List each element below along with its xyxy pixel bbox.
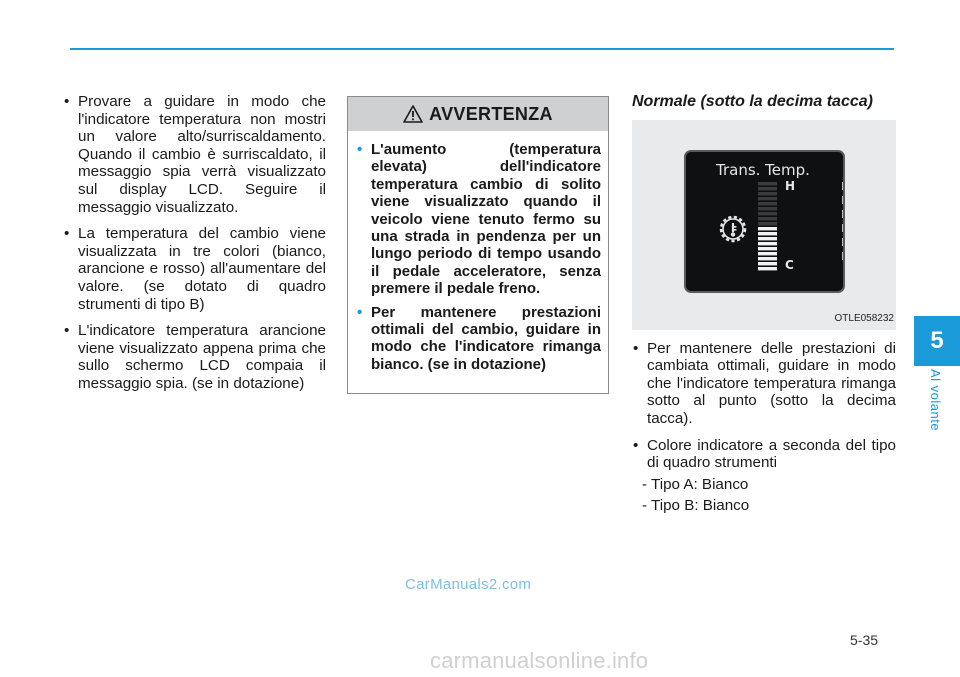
warning-triangle-icon xyxy=(403,105,423,123)
gauge-segment-lit xyxy=(758,237,777,240)
gauge-label-low: C xyxy=(785,257,794,272)
gauge-segment-lit xyxy=(758,232,777,235)
sub-item-type-a: - Tipo A: Bianco xyxy=(642,475,749,493)
lcd-screen xyxy=(684,150,845,293)
gauge-segment-lit xyxy=(758,242,777,245)
page-number: 5-35 xyxy=(850,632,879,648)
gauge-segment-unlit xyxy=(758,212,777,215)
list-item: • La temperatura del cambio viene visualizzata in tre colori (bianco, arancione e rosso) all'aumentare del valore. (se dotato di quadro strumenti di tipo B) xyxy=(63,225,326,313)
warning-header xyxy=(348,97,608,131)
screen-title: Trans. Temp. xyxy=(716,160,810,179)
gauge-segment-lit xyxy=(758,252,777,255)
transmission-temperature-gear-icon xyxy=(721,217,745,241)
gauge-segment-unlit xyxy=(758,202,777,205)
list-item: • Colore indicatore a seconda del tipo di quadro strumenti xyxy=(632,437,896,472)
header-rule xyxy=(70,48,894,50)
chapter-label: Al volante xyxy=(928,369,943,432)
gauge-segment-lit xyxy=(758,262,777,265)
gauge-segment-lit xyxy=(758,267,777,270)
watermark-top: CarManuals2.com xyxy=(405,576,532,593)
left-column xyxy=(63,93,326,402)
warning-title: AVVERTENZA xyxy=(429,103,553,124)
gauge-label-high: H xyxy=(785,178,796,193)
gauge-segment-unlit xyxy=(758,222,777,225)
gauge-segment-lit xyxy=(758,227,777,230)
list-item: • L'indicatore temperatura arancione viene visualizzato appena prima che sullo schermo LCD compaia il messaggio spia. (se in dotazione) xyxy=(63,322,326,392)
gauge-segment-unlit xyxy=(758,197,777,200)
gauge-segment-unlit xyxy=(758,207,777,210)
temperature-gauge xyxy=(758,182,777,270)
gauge-segment-lit xyxy=(758,247,777,250)
gauge-segment-lit xyxy=(758,257,777,260)
right-bullet-list xyxy=(632,340,896,472)
scale-ticks xyxy=(842,182,843,260)
right-column xyxy=(632,93,896,519)
gauge-segment-unlit xyxy=(758,217,777,220)
left-bullet-list xyxy=(63,93,326,393)
cluster-figure xyxy=(632,120,896,330)
gauge-segment-unlit xyxy=(758,192,777,195)
gauge-segment-unlit xyxy=(758,182,777,185)
trans-temp-display xyxy=(686,152,843,291)
section-title: Normale (sotto la decima tacca) xyxy=(632,93,873,110)
list-item: • L'aumento (temperatura elevata) dell'indicatore temperatura cambio di solito viene visualizzato quando il veicolo viene tenuto fermo su una strada in pendenza per un lungo periodo di tempo usando il pedale acceleratore, senza premere il pedale freno. xyxy=(356,141,601,298)
warning-bullet-list xyxy=(356,141,601,373)
list-item: • Per mantenere prestazioni ottimali del cambio, guidare in modo che l'indicatore rimanga bianco. (se in dotazione) xyxy=(356,304,601,374)
watermark-bottom: carmanualsonline.info xyxy=(430,648,649,673)
warning-box xyxy=(347,96,609,394)
gauge-segment-unlit xyxy=(758,187,777,190)
chapter-tab[interactable]: 5 xyxy=(914,316,960,366)
figure-code: OTLE058232 xyxy=(834,313,894,324)
list-item: • Provare a guidare in modo che l'indicatore temperatura non mostri un valore alto/surriscaldamento. Quando il cambio è surriscaldato, il messaggio spia verrà visualizzato sul display LCD. Seguire il messaggio visualizzato. xyxy=(63,93,326,216)
warning-body xyxy=(348,131,608,373)
sub-item-type-b: - Tipo B: Bianco xyxy=(642,497,750,515)
list-item: • Per mantenere delle prestazioni di cambiata ottimali, guidare in modo che l'indicatore temperatura rimanga sotto al punto (sotto la decima tacca). xyxy=(632,340,896,428)
